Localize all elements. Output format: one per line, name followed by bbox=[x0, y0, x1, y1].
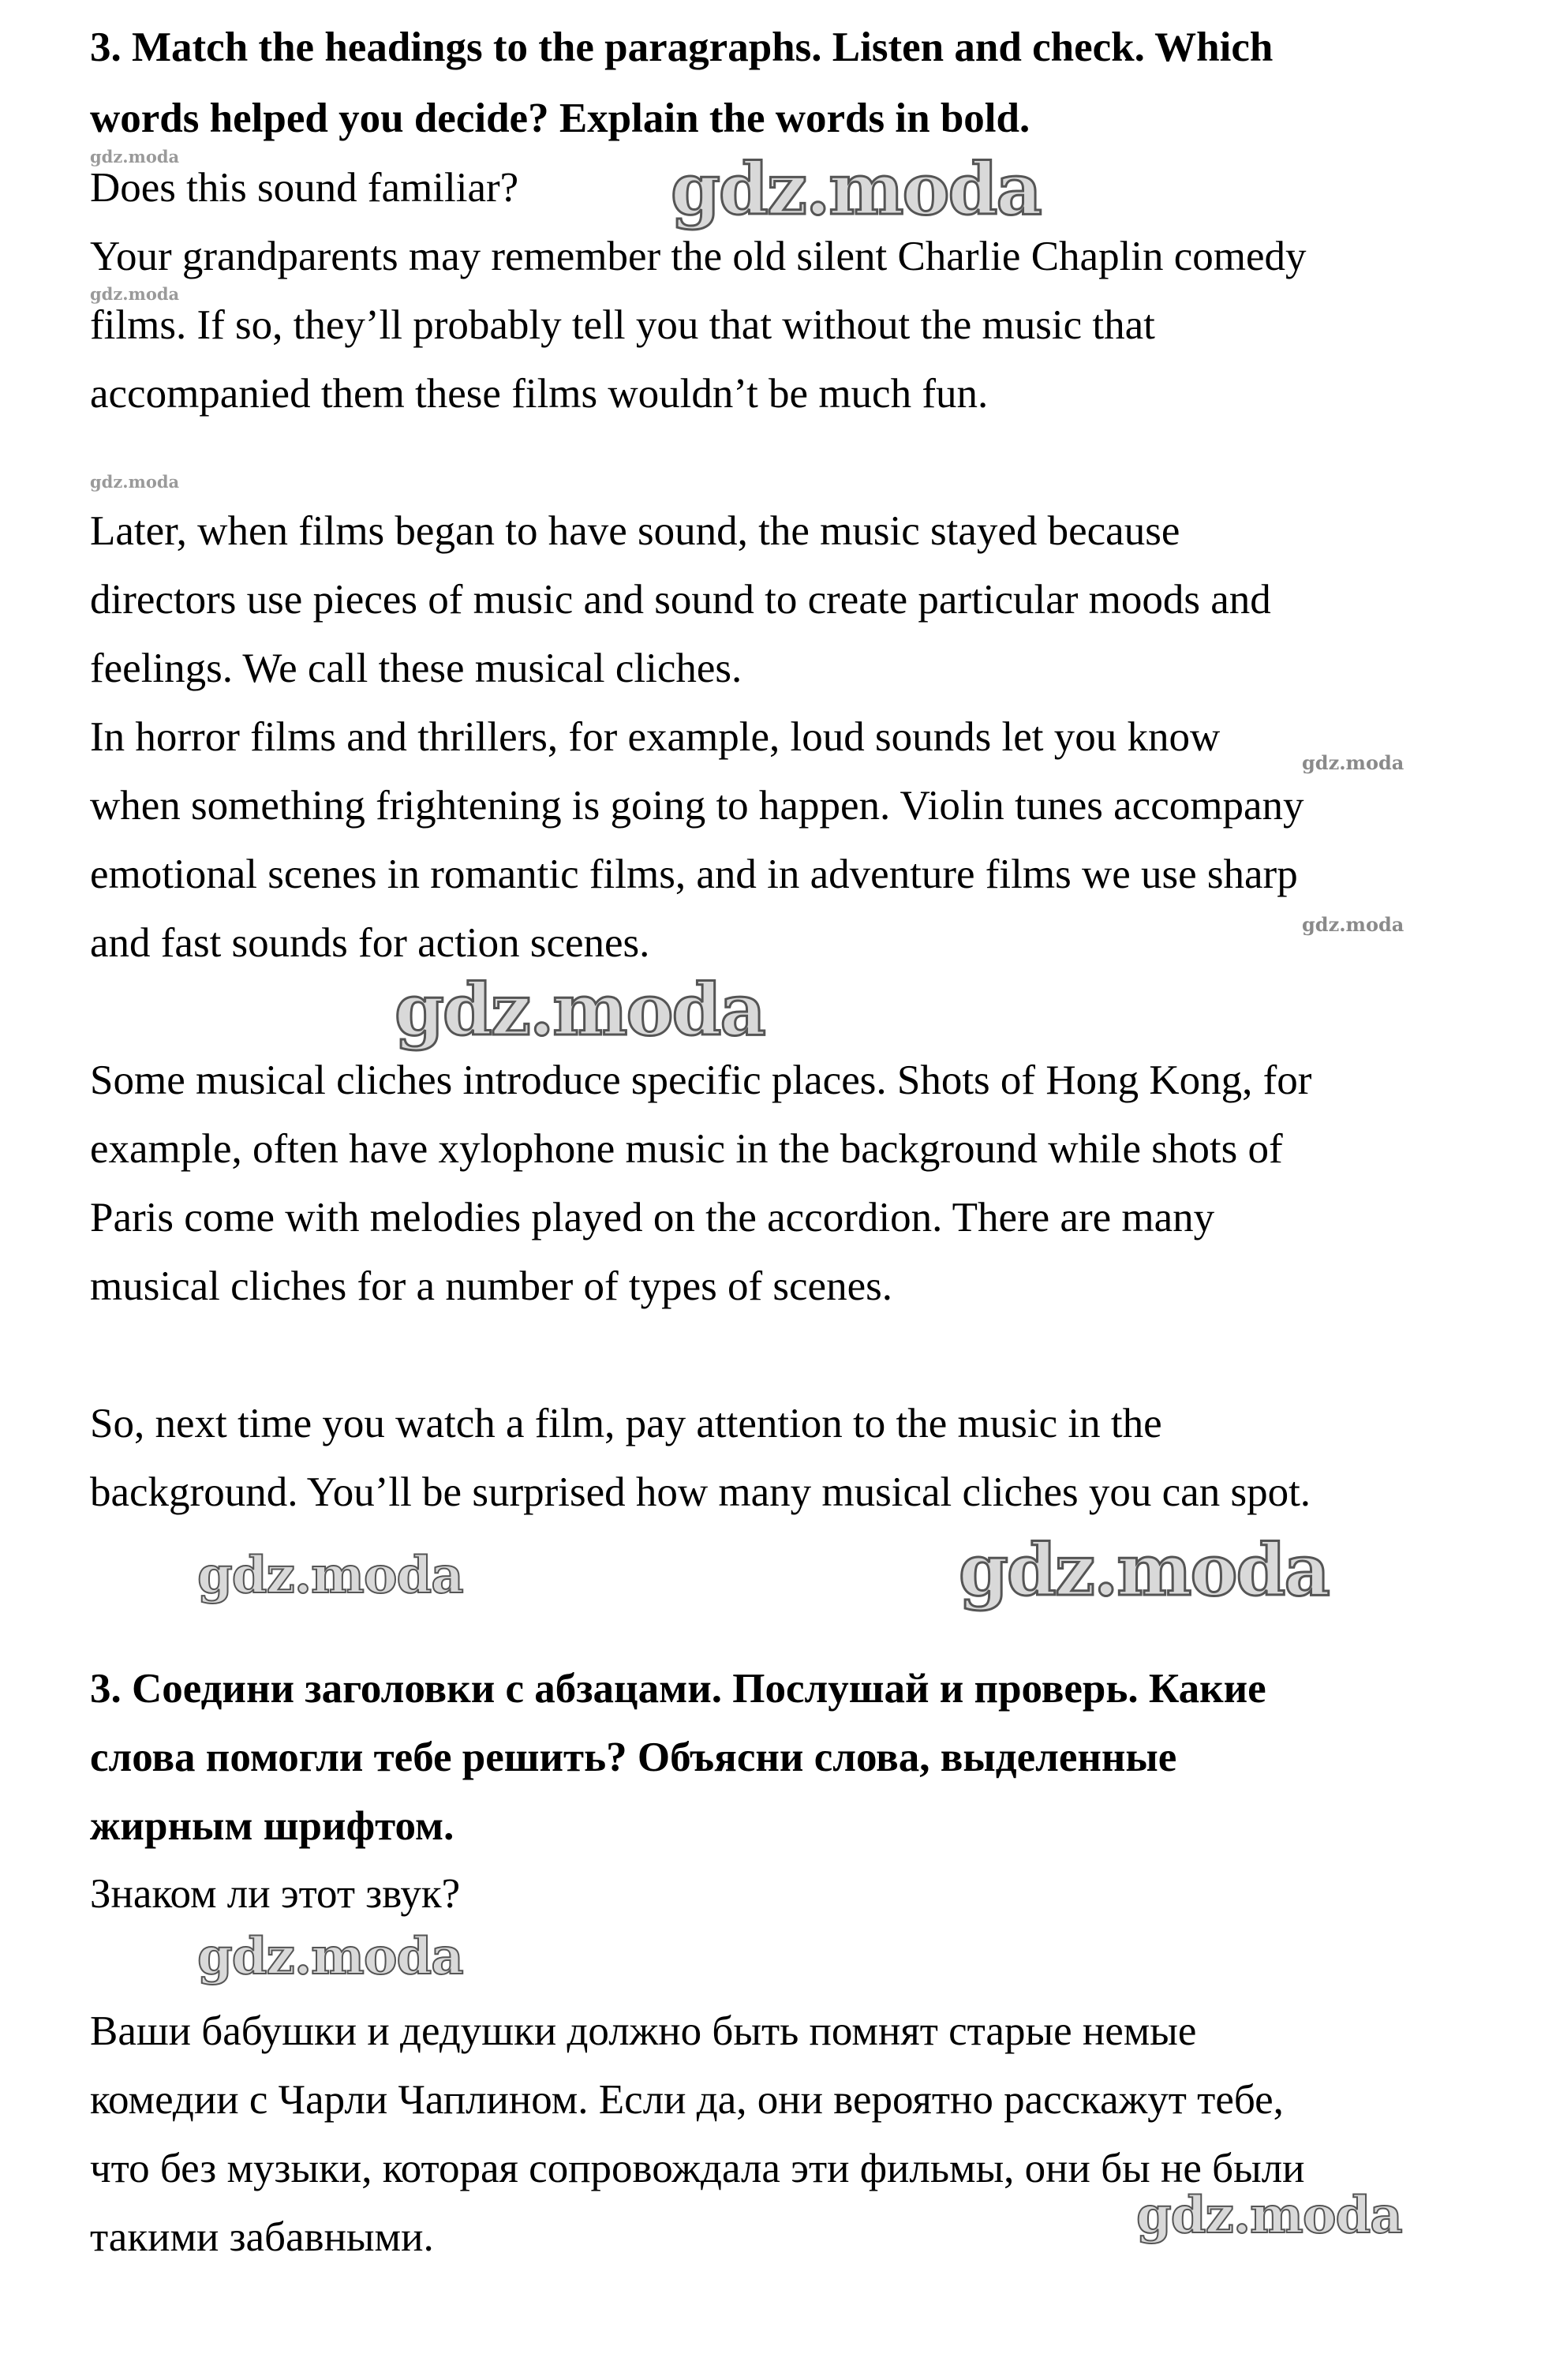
paragraph-en-1-line-1: Your grandparents may remember the old silent Charlie Chaplin comedy bbox=[90, 234, 1307, 279]
paragraph-ru-1-line-3: что без музыки, которая сопровождала эти фильмы, они бы не были bbox=[90, 2146, 1305, 2191]
task-title-en-line-1: 3. Match the headings to the paragraphs. Listen and check. Which bbox=[90, 24, 1274, 70]
paragraph-en-3-line-3: emotional scenes in romantic films, and in adventure films we use sharp bbox=[90, 851, 1298, 897]
watermark-large-3: gdz.moda bbox=[959, 1529, 1329, 1612]
heading-en-1: Does this sound familiar? bbox=[90, 165, 519, 211]
paragraph-ru-1-line-2: комедии с Чарли Чаплином. Если да, они вероятно расскажут тебе, bbox=[90, 2077, 1284, 2123]
paragraph-en-4-line-4: musical cliches for a number of types of scenes. bbox=[90, 1263, 892, 1309]
paragraph-ru-1-line-4: такими забавными. bbox=[90, 2214, 434, 2260]
paragraph-en-2-line-2: directors use pieces of music and sound to create particular moods and bbox=[90, 577, 1271, 623]
watermark-small-3: gdz.moda bbox=[90, 472, 180, 492]
watermark-medium-2: gdz.moda bbox=[197, 1927, 463, 1986]
paragraph-en-4-line-2: example, often have xylophone music in the background while shots of bbox=[90, 1126, 1283, 1172]
watermark-small-5: gdz.moda bbox=[1302, 913, 1404, 936]
task-title-ru-line-1: 3. Соедини заголовки с абзацами. Послушай и проверь. Какие bbox=[90, 1666, 1266, 1712]
paragraph-en-5-line-2: background. You’ll be surprised how many musical cliches you can spot. bbox=[90, 1469, 1311, 1515]
heading-ru-1: Знаком ли этот звук? bbox=[90, 1871, 461, 1917]
task-title-ru-line-3: жирным шрифтом. bbox=[90, 1803, 454, 1849]
watermark-small-2: gdz.moda bbox=[90, 284, 180, 304]
watermark-small-4: gdz.moda bbox=[1302, 751, 1404, 774]
paragraph-en-3-line-4: and fast sounds for action scenes. bbox=[90, 920, 650, 966]
task-title-ru-line-2: слова помогли тебе решить? Объясни слова, выделенные bbox=[90, 1734, 1177, 1780]
watermark-large-1: gdz.moda bbox=[671, 148, 1041, 231]
task-title-en-line-2: words helped you decide? Explain the words in bold. bbox=[90, 95, 1030, 141]
paragraph-en-1-line-2: films. If so, they’ll probably tell you that without the music that bbox=[90, 302, 1155, 348]
paragraph-en-2-line-1: Later, when films began to have sound, the music stayed because bbox=[90, 508, 1180, 554]
paragraph-en-4-line-1: Some musical cliches introduce specific places. Shots of Hong Kong, for bbox=[90, 1057, 1312, 1103]
paragraph-en-1-line-3: accompanied them these films wouldn’t be much fun. bbox=[90, 371, 989, 417]
watermark-large-2: gdz.moda bbox=[395, 968, 765, 1052]
paragraph-en-2-line-3: feelings. We call these musical cliches. bbox=[90, 646, 742, 691]
paragraph-en-3-line-2: when something frightening is going to happen. Violin tunes accompany bbox=[90, 783, 1304, 829]
watermark-medium-3: gdz.moda bbox=[1136, 2186, 1402, 2245]
watermark-medium-1: gdz.moda bbox=[197, 1546, 463, 1605]
paragraph-ru-1-line-1: Ваши бабушки и дедушки должно быть помнят старые немые bbox=[90, 2008, 1197, 2054]
watermark-small-1: gdz.moda bbox=[90, 147, 180, 167]
paragraph-en-4-line-3: Paris come with melodies played on the accordion. There are many bbox=[90, 1195, 1215, 1241]
paragraph-en-3-line-1: In horror films and thrillers, for example, loud sounds let you know bbox=[90, 714, 1221, 760]
paragraph-en-5-line-1: So, next time you watch a film, pay attention to the music in the bbox=[90, 1401, 1162, 1446]
